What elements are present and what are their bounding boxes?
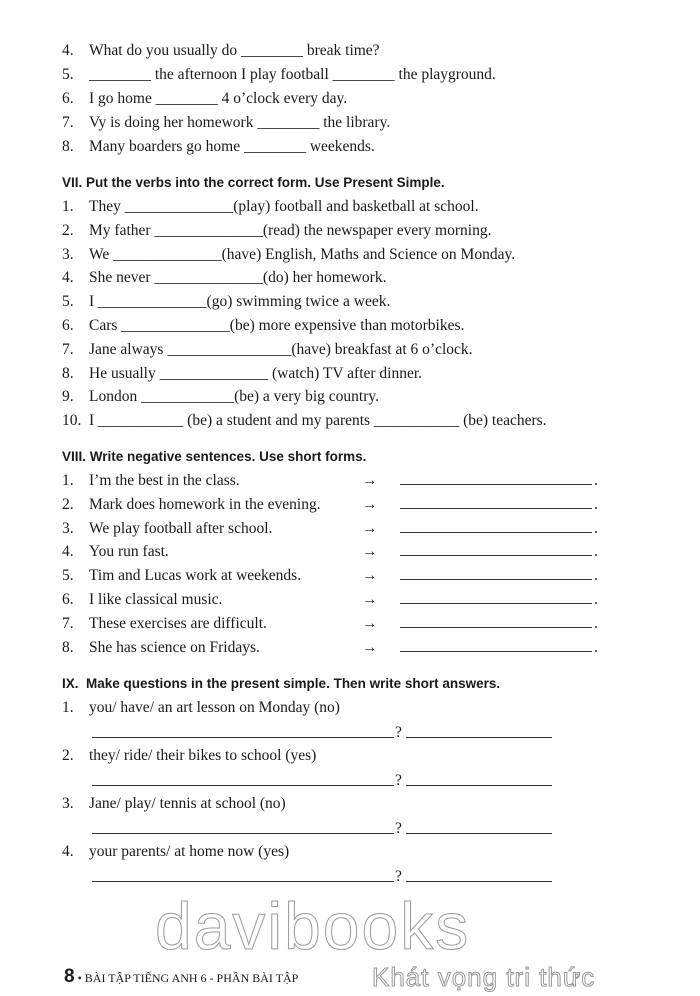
item-number: 9. [62,388,74,406]
item-number: 7. [62,614,74,632]
arrow-icon: → [362,614,378,632]
question-line[interactable] [92,867,394,882]
period: . [594,591,598,608]
exercise-item [62,543,169,561]
item-text: We ______________(have) English, Maths and Science on Monday. [89,245,516,263]
period: . [594,543,598,561]
item-text: We play football after school. [89,519,273,537]
period: . [594,614,598,632]
answer-line[interactable] [400,541,592,556]
item-number: 4. [62,42,74,59]
exercise-item [62,317,464,335]
page-footer [64,966,298,989]
arrow-icon: → [362,638,378,656]
exercise-item [62,66,496,84]
short-answer-line[interactable] [406,819,552,834]
item-text: Tim and Lucas work at weekends. [89,567,302,585]
item-text: Many boarders go home ________ weekends. [89,138,375,155]
item-number: 8. [62,138,74,155]
question-mark: ? [395,820,402,837]
item-number: 2. [62,221,74,239]
item-text: She has science on Fridays. [89,638,260,656]
arrow-icon: → [362,472,378,489]
item-number: 8. [62,364,74,382]
section-7-heading: VII. Put the verbs into the correct form. Use Present Simple. [62,175,445,190]
exercise-item [62,591,222,609]
item-number: 5. [62,567,74,585]
answer-line[interactable] [400,518,592,533]
item-number: 5. [62,66,74,83]
page-number: 8 [64,966,75,987]
question-mark: ? [395,772,402,789]
exercise-item [62,246,515,264]
exercise-item [62,388,379,406]
answer-line[interactable] [400,494,592,509]
item-text: I go home ________ 4 o’clock every day. [89,90,348,107]
arrow-icon: → [362,495,378,513]
question-line[interactable] [92,819,394,834]
arrow-icon: → [362,567,378,585]
answer-line[interactable] [400,589,592,604]
period: . [594,567,598,585]
item-text: I ___________ (be) a student and my parents ___________ (be) teachers. [89,412,547,430]
exercise-item [62,496,321,514]
item-text: I like classical music. [89,591,223,608]
answer-line[interactable] [400,637,592,652]
arrow-icon: → [362,543,378,561]
arrow-icon: → [362,519,378,537]
exercise-item [62,365,422,383]
item-text: Jane always ________________(have) breakfast at 6 o’clock. [89,340,473,358]
item-text: I’m the best in the class. [89,472,240,489]
book-title: • BÀI TẬP TIẾNG ANH 6 - PHẦN BÀI TẬP [74,971,299,985]
item-text: My father ______________(read) the newspaper every morning. [89,221,492,239]
exercise-item [62,699,340,717]
exercise-item [62,412,547,430]
item-text: She never ______________(do) her homework. [89,269,387,287]
exercise-item [62,90,347,108]
item-text: What do you usually do ________ break time? [89,42,380,59]
question-line[interactable] [92,723,394,738]
item-text: they/ ride/ their bikes to school (yes) [89,747,317,764]
exercise-item [62,114,390,132]
question-mark: ? [395,724,402,741]
period: . [594,495,598,513]
item-number: 7. [62,340,74,358]
answer-line[interactable] [400,565,592,580]
exercise-item [62,567,301,585]
item-number: 7. [62,114,74,131]
item-number: 4. [62,269,74,287]
item-text: He usually ______________ (watch) TV after dinner. [89,364,423,382]
item-number: 10. [62,412,82,430]
question-line[interactable] [92,771,394,786]
exercise-item [62,615,267,633]
item-text: I ______________(go) swimming twice a week. [89,293,391,311]
item-number: 1. [62,198,74,215]
section-8-heading: VIII. Write negative sentences. Use short forms. [62,449,367,464]
period: . [594,519,598,537]
exercise-item [62,42,380,60]
item-text: These exercises are difficult. [89,614,267,632]
item-text: London ____________(be) a very big country. [89,388,379,406]
short-answer-line[interactable] [406,723,552,738]
item-number: 6. [62,591,74,608]
item-number: 8. [62,638,74,656]
exercise-item [62,341,473,359]
item-number: 3. [62,519,74,537]
section-9-heading: IX. Make questions in the present simple. Then write short answers. [62,676,501,691]
item-text: ________ the afternoon I play football ________ the playground. [89,66,496,83]
exercise-item [62,472,240,490]
exercise-item [62,843,289,861]
item-number: 6. [62,317,74,334]
period: . [594,472,598,489]
exercise-item [62,269,386,287]
watermark-slogan: Khát vọng tri thức [372,962,596,992]
short-answer-line[interactable] [406,867,552,882]
exercise-item [62,293,390,311]
item-number: 5. [62,293,74,311]
short-answer-line[interactable] [406,771,552,786]
item-number: 6. [62,90,74,107]
item-text: You run fast. [89,543,169,561]
item-number: 4. [62,843,74,860]
exercise-item [62,795,286,813]
answer-line[interactable] [400,613,592,628]
question-mark: ? [395,868,402,885]
arrow-icon: → [362,591,378,608]
exercise-item [62,520,272,538]
item-number: 2. [62,747,74,764]
item-number: 3. [62,245,74,263]
exercise-item [62,747,316,765]
item-text: your parents/ at home now (yes) [89,843,290,860]
item-text: Cars ______________(be) more expensive than motorbikes. [89,317,465,334]
item-text: Mark does homework in the evening. [89,495,321,513]
item-number: 4. [62,543,74,561]
exercise-item [62,138,375,156]
exercise-item [62,639,260,657]
answer-line[interactable] [400,470,592,485]
item-text: They ______________(play) football and basketball at school. [89,198,479,215]
watermark-brand: davibooks [155,889,471,963]
period: . [594,638,598,656]
item-text: Vy is doing her homework ________ the library. [89,114,391,131]
item-number: 1. [62,472,74,489]
item-number: 1. [62,699,74,716]
item-text: you/ have/ an art lesson on Monday (no) [89,699,340,716]
exercise-item [62,222,491,240]
item-number: 2. [62,495,74,513]
item-text: Jane/ play/ tennis at school (no) [89,795,286,812]
exercise-item [62,198,479,216]
item-number: 3. [62,795,74,812]
